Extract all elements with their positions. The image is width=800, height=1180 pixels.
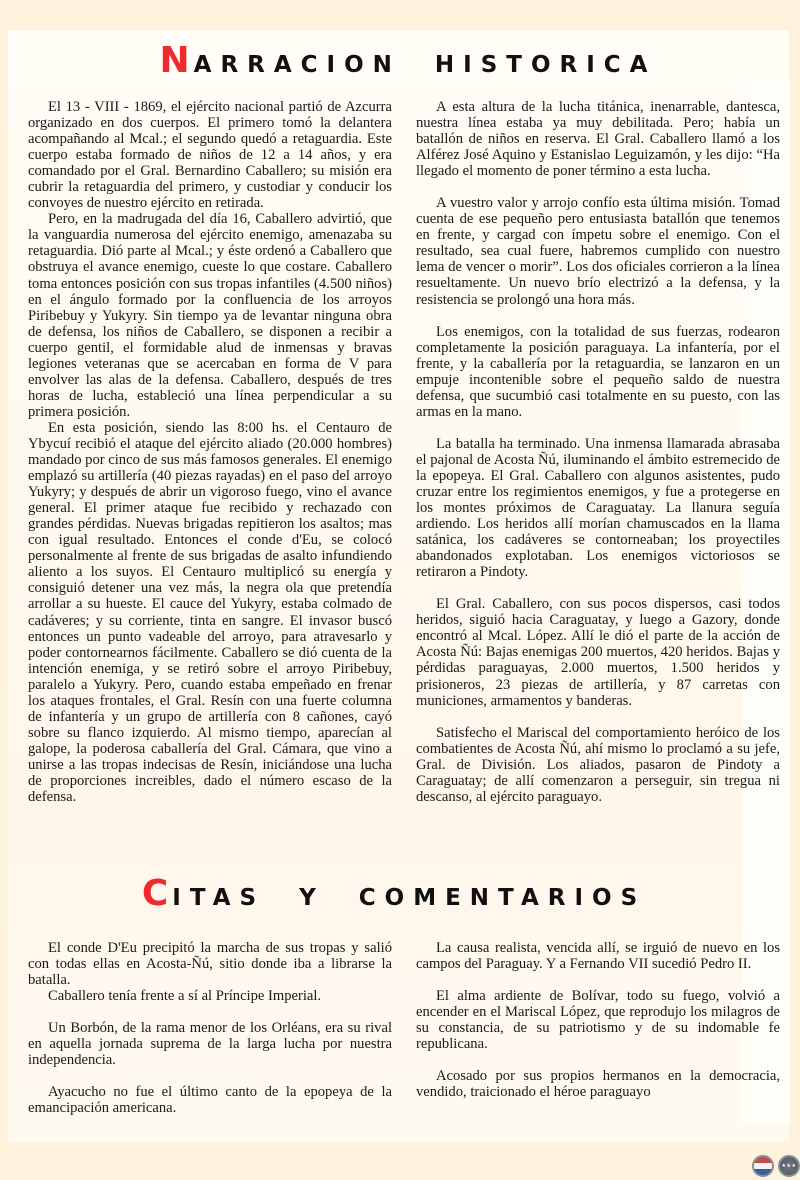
- title-word: HISTORICA: [434, 52, 657, 78]
- citas-left-column: [28, 940, 392, 1116]
- title-initial: C: [141, 873, 173, 914]
- narracion-left-column: [28, 99, 392, 805]
- paragraph: Acosado por sus propios hermanos en la democracia, vendido, traicionado el héroe paraguayo: [416, 1068, 780, 1101]
- title-initial: N: [159, 40, 194, 81]
- paragraph: Los enemigos, con la totalidad de sus fuerzas, rodearon completamente la posición paraguaya. La infantería, por el frente, y la caballería por la retaguardia, se lanzaron en un empuje incontenible sobre el pequeño saldo de nuestra defensa, que sucumbió casi totalmente en su puesto, con las armas en la mano.: [416, 323, 780, 420]
- paragraph: Ayacucho no fue el último canto de la epopeya de la emancipación americana.: [28, 1084, 392, 1117]
- paragraph: La causa realista, vencida allí, se irguió de nuevo en los campos del Paraguay. Y a Fernando VII sucedió Pedro II.: [416, 940, 780, 973]
- paragraph: Pero, en la madrugada del día 16, Caballero advirtió, que la vanguardia numerosa del ejército enemigo, amenazaba su retaguardia. Dió parte al Mcal.; y éste ordenó a Caballero que obstruya el avance enemigo, cueste lo que costare. Caballero toma entonces posición con sus tropas infantiles (4.500 niños) en el ángulo formado por la confluencia de los arroyos Piribebuy y Yukyry. Sin tiempo ya de levantar ninguna obra de defensa, los niños de Caballero, se disponen a recibir a cuerpo gentil, el formidable alud de inmensas y bravas legiones veteranas que se acercaban en forma de V para envolver las alas de la defensa. Caballero, después de tres horas de lucha, estableció una línea perpendicular a su primera posición.: [28, 211, 392, 420]
- title-word: ITAS: [172, 885, 266, 911]
- paragraph: El 13 - VIII - 1869, el ejército nacional partió de Azcurra organizado en dos cuerpos. El primero tomó la delantera acompañando al Mcal.; el segundo quedó a retaguardia. Este cuerpo estaba formado de niños de 12 a 14 años, y era comandado por el Gral. Bernardino Caballero; su misión era cubrir la retaguardia del primero, y custodiar y conducir los convoyes de nuestro ejército en retirada.: [28, 99, 392, 212]
- title-word: Y: [299, 885, 325, 911]
- title-word: COMENTARIOS: [358, 885, 647, 911]
- section-title-citas-y-comentarios: [0, 873, 794, 914]
- title-word: ARRACION: [193, 52, 401, 78]
- citas-right-column: [416, 940, 780, 1100]
- section-title-narracion-historica: [8, 40, 800, 81]
- paragraph: La batalla ha terminado. Una inmensa llamarada abrasaba el pajonal de Acosta Ñú, iluminando el ámbito estremecido de la epopeya. El Gral. Caballero con algunos asistentes, pudo cruzar entre los regimientos enemigos, y fue a protegerse en los montes próximos de Caraguatay. La llanura seguía ardiendo. Los heridos allí morían chamuscados en la llama satánica, los cadáveres se contorneaban; los proyectiles abandonados explotaban. Los enemigos victoriosos se retiraron a Pindoty.: [416, 435, 780, 581]
- paragraph: Caballero tenía frente a sí al Príncipe Imperial.: [48, 988, 322, 1005]
- narracion-right-column: [416, 99, 780, 805]
- paragraph: El alma ardiente de Bolívar, todo su fuego, volvió a encender en el Mariscal López, que reprodujo los milagros de su constancia, de su patriotismo y de su indomable fe republicana.: [416, 988, 780, 1053]
- paragraph: Satisfecho el Mariscal del comportamiento heróico de los combatientes de Acosta Ñú, ahí mismo lo proclamó a su jefe, Gral. de División. Los aliados, pasaron de Pindoty a Caraguatay; de allí comenzaron a perseguir, sin tregua ni descanso, al ejército paraguayo.: [416, 724, 780, 805]
- paragraph: A esta altura de la lucha titánica, inenarrable, dantesca, nuestra línea estaba ya muy debilitada. Pero; había un batallón de niños en reserva. El Gral. Caballero llamó a los Alférez José Aquino y Estanislao Leguizamón, y les dijo: “Ha llegado el momento de poner término a esta lucha.: [416, 99, 780, 180]
- paragraph: A vuestro valor y arrojo confío esta última misión. Tomad cuenta de ese pequeño pero entusiasta batallón que tenemos en frente, y cargad con ímpetu sobre el enemigo. Con el resultado, sea cual fuere, habremos cumplido con nuestro lema de vencer o morir”. Los dos oficiales corrieron a la línea resueltamente. Un nuevo brío electrizó a la defensa, y la resistencia se prolongó una hora más.: [416, 195, 780, 308]
- paraguay-flag-badge-icon: [752, 1155, 774, 1177]
- stars-badge-icon: ★★★: [778, 1155, 800, 1177]
- paragraph: Un Borbón, de la rama menor de los Orléans, era su rival en aquella jornada suprema de la larga lucha por nuestra independencia.: [28, 1020, 392, 1069]
- paragraph: En esta posición, siendo las 8:00 hs. el Centauro de Ybycuí recibió el ataque del ejército aliado (20.000 hombres) mandado por cinco de sus más famosos generales. El enemigo emplazó su artillería (40 piezas rayadas) en el paso del arroyo Yukyry; y después de abrir un vigoroso fuego, vino el avance general. El primer ataque fue recibido y rechazado con grandes pérdidas. Nuevas brigadas repitieron los asaltos; mas con igual resultado. Entonces el conde d'Eu, se colocó personalmente al frente de sus brigadas de asalto infundiendo aliento a los suyos. El Centauro multiplicó su energía y consiguió detener una vez más, la negra ola que pretendía arrollar a su hueste. El cauce del Yukyry, estaba colmado de cadáveres; y su corriente, tinta en sangre. El invasor buscó entonces un punto vadeable del arroyo, para atravesarlo y poder contornearnos fácilmente. Caballero se dió cuenta de la intención enemiga, y se retiró sobre el arroyo Piribebuy, paralelo a Yukyry. Pero, cuando estaba empeñado en frenar los ataques frontales, el Gral. Resín con una fuerte columna de infantería y un grupo de artillería con 8 cañones, cayó sobre su flanco izquierdo. Al mismo tiempo, aparecían al galope, la poderosa caballería del Gral. Cámara, que vino a unirse a las tropas indecisas de Resín, iniciándose una lucha de proporciones increibles, dado el número escaso de la defensa.: [28, 419, 392, 806]
- paragraph: El Gral. Caballero, con sus pocos dispersos, casi todos heridos, siguió hacia Caraguatay, y luego a Gazory, donde encontró al Mcal. López. Allí le dió el parte de la acción de Acosta Ñú: Bajas enemigas 200 muertos, 420 heridos. Bajas y pérdidas paraguayas, 2.000 muertos, 1.500 heridos y prisioneros, 23 piezas de artillería, y 87 carretas con municiones, armamentos y banderas.: [416, 596, 780, 709]
- paragraph: El conde D'Eu precipitó la marcha de sus tropas y salió con todas ellas en Acosta-Ñú, sitio donde iba a librarse la batalla.: [28, 940, 392, 989]
